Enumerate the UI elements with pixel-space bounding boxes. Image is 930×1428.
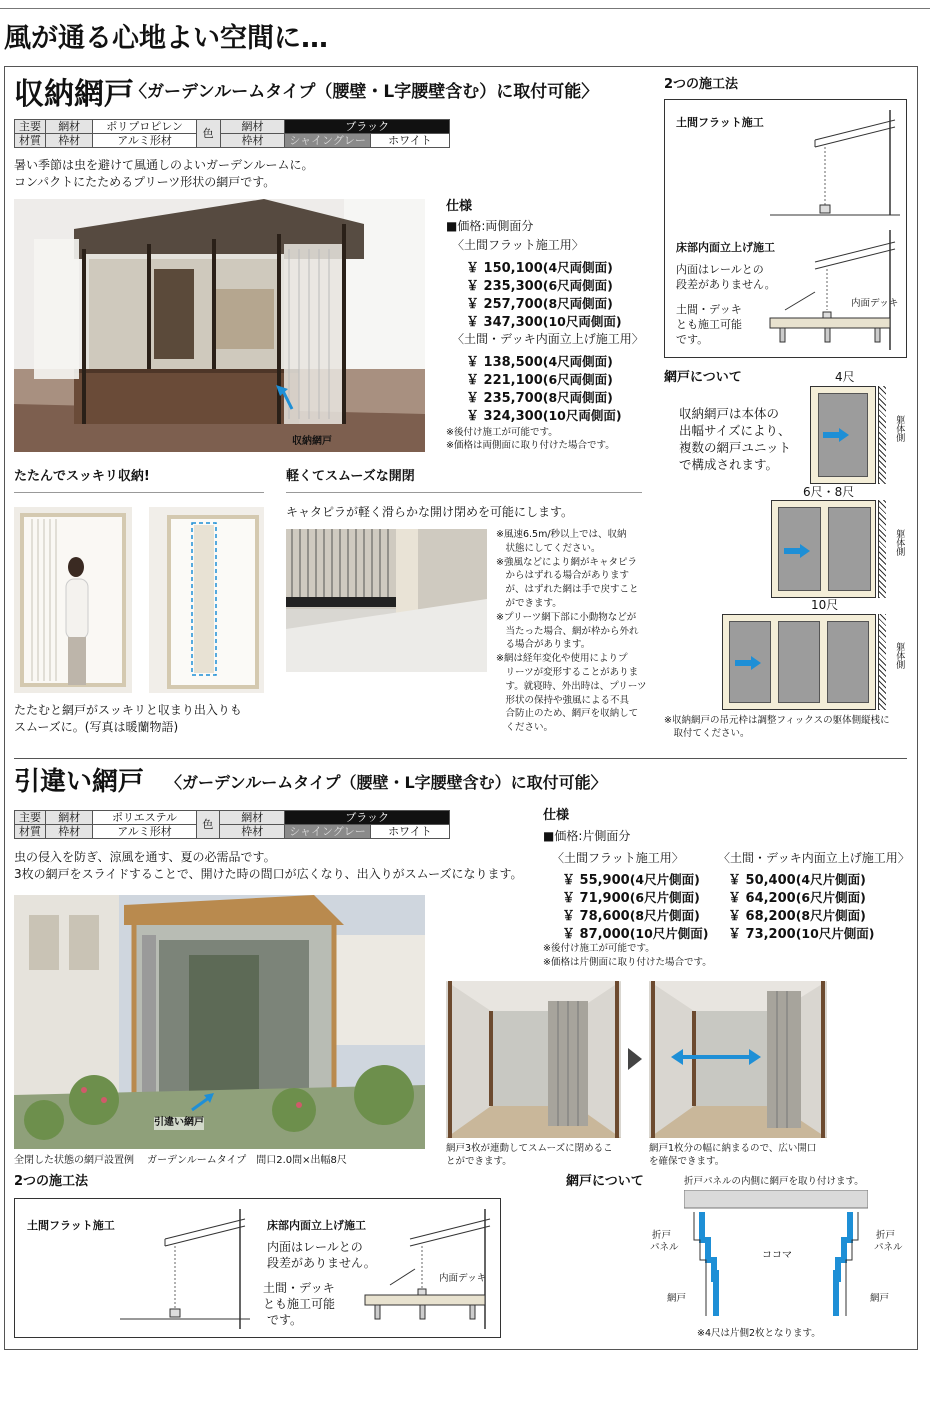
method-raise-text-2: 段差がありません。 xyxy=(267,1256,376,1270)
spec-label: 主要 xyxy=(15,120,46,134)
s2-price-group2-title: 〈土間・デッキ内面立上げ施工用〉 xyxy=(718,851,910,865)
s2-photo-label: 引違い網戸 xyxy=(154,1117,204,1128)
price-size: (4尺片側面) xyxy=(629,872,700,887)
price-row xyxy=(466,387,613,406)
next-arrow-icon xyxy=(628,1048,642,1074)
unit-68 xyxy=(771,500,876,598)
method-flat-label: 土間フラット施工 xyxy=(27,1219,115,1232)
price-size: (6尺片側面) xyxy=(629,890,700,905)
divider xyxy=(14,492,264,493)
s2-seq-caption-1a: 網戸3枚が連動してスムーズに閉めるこ xyxy=(446,1143,613,1154)
s2-seq-photo-1 xyxy=(446,981,621,1138)
price-row xyxy=(466,351,613,370)
method-flat-label: 土間フラット施工 xyxy=(676,116,764,129)
price-row xyxy=(562,869,700,888)
s1-fold-caption-1: たたむと網戸がスッキリと収まり出入りも xyxy=(14,703,242,717)
price-row xyxy=(562,905,700,924)
method-raise-text-2: 段差がありません。 xyxy=(676,278,776,291)
arrow-icon xyxy=(784,543,812,562)
s1-price-group2-title: 〈土間・デッキ内面立上げ施工用〉 xyxy=(452,332,644,346)
unit-10 xyxy=(722,614,876,710)
smooth-note-line: 合防止のため、網戸を収納して xyxy=(496,708,639,720)
price-size: (10尺両側面) xyxy=(542,408,622,423)
s2-about-screen-right: 網戸 xyxy=(870,1293,890,1304)
wall-label: 躯体側 xyxy=(894,529,905,556)
price-row xyxy=(562,923,709,942)
arrow-icon xyxy=(735,655,763,674)
method-deck-text-3: です。 xyxy=(676,333,709,346)
s2-seq-caption-2a: 網戸1枚分の幅に納まるので、広い開口 xyxy=(649,1143,817,1154)
price-size: (4尺両側面) xyxy=(542,354,613,369)
wall-hatch xyxy=(878,386,886,484)
spec-cell: 枠材 xyxy=(220,134,285,148)
smooth-note-line: ください。 xyxy=(496,722,554,734)
spec-cell: ポリプロピレン xyxy=(93,120,196,134)
method-raise-text-1: 内面はレールとの xyxy=(267,1240,363,1254)
price-size: (4尺両側面) xyxy=(542,260,613,275)
spec-cell: アルミ形材 xyxy=(93,825,196,839)
s1-photo-label: 収納網戸 xyxy=(292,436,332,447)
s1-intro-2: コンパクトにたためるプリーツ形状の網戸です。 xyxy=(14,175,276,189)
smooth-note-line: ※網は経年変化や使用によりプ xyxy=(496,653,628,665)
price-row xyxy=(466,275,613,294)
spec-cell: 枠材 xyxy=(46,134,93,148)
smooth-note-line: からはずれる場合があります xyxy=(496,570,630,582)
section-divider xyxy=(14,758,907,759)
s2-price-title: 仕様 xyxy=(543,808,570,823)
spec-color-black: ブラック xyxy=(285,811,450,825)
s1-intro-1: 暑い季節は虫を避けて風通しのよいガーデンルームに。 xyxy=(14,158,314,172)
s2-about-top: 折戸パネルの内側に網戸を取り付けます。 xyxy=(684,1176,864,1187)
spec-color-white: ホワイト xyxy=(370,825,449,839)
price-value: ￥ 55,900 xyxy=(562,873,630,888)
method-deck-text-1: 土間・デッキ xyxy=(676,303,742,316)
price-value: ￥ 324,300 xyxy=(466,409,543,424)
spec-label: 材質 xyxy=(15,134,46,148)
s1-about-note-1: ※収納網戸の吊元枠は調整フィックスの躯体側縦桟に xyxy=(664,715,890,726)
s2-about-title: 網戸について xyxy=(566,1174,644,1189)
smooth-note-line: 当たった場合、網が枠から外れ xyxy=(496,625,639,637)
spec-color-black: ブラック xyxy=(285,120,450,134)
spec-color-label: 色 xyxy=(196,120,220,148)
s2-methods-title: 2つの施工法 xyxy=(14,1174,89,1189)
spec-color-gray: シャイングレー xyxy=(285,134,371,148)
wall-hatch xyxy=(878,500,886,598)
s2-about-diagram xyxy=(684,1190,868,1324)
s1-about-note-2: 取付てください。 xyxy=(664,728,750,739)
spec-color-white: ホワイト xyxy=(370,134,449,148)
price-row xyxy=(466,257,613,276)
s2-about-screen-left: 網戸 xyxy=(667,1293,687,1304)
s2-price-note-2: ※価格は片側面に取り付けた場合です。 xyxy=(543,957,712,968)
size-10-label: 10尺 xyxy=(811,598,839,612)
method-raise-text-1: 内面はレールとの xyxy=(676,263,764,276)
s1-price-group1-title: 〈土間フラット施工用〉 xyxy=(452,238,584,252)
price-row xyxy=(562,887,700,906)
s2-photo-caption: 全閉した状態の網戸設置例 ガーデンルームタイプ 間口2.0間×出幅8尺 xyxy=(14,1155,347,1166)
spec-cell: 網材 xyxy=(220,811,285,825)
s1-price-note-2: ※価格は両側面に取り付けた場合です。 xyxy=(446,440,615,451)
wall-label: 躯体側 xyxy=(894,415,905,442)
s1-methods-diagram xyxy=(664,99,907,358)
method-deck-text-2: とも施工可能 xyxy=(676,318,742,331)
s1-fold-photo-1 xyxy=(14,507,132,693)
s2-about-left-2: パネル xyxy=(650,1242,679,1253)
smooth-note-line: が、はずれた網は手で戻すこと xyxy=(496,584,639,596)
spec-cell: 網材 xyxy=(46,811,93,825)
price-size: (8尺両側面) xyxy=(542,390,613,405)
s1-price-note-1: ※後付け施工が可能です。 xyxy=(446,427,558,438)
price-value: ￥ 87,000 xyxy=(562,927,630,942)
smooth-note-line: ※強風などにより網がキャタピラ xyxy=(496,556,637,568)
size-4-label: 4尺 xyxy=(835,370,855,384)
s1-smooth-title: 軽くてスムーズな開閉 xyxy=(286,469,415,484)
price-value: ￥ 68,200 xyxy=(728,909,796,924)
s1-about-title: 網戸について xyxy=(664,370,742,385)
spec-cell: 枠材 xyxy=(220,825,285,839)
s2-about-note: ※4尺は片側2枚となります。 xyxy=(697,1328,821,1339)
spec-cell: 網材 xyxy=(46,120,93,134)
s1-smooth-photo xyxy=(286,529,487,672)
divider xyxy=(286,492,642,493)
s2-about-right-1: 折戸 xyxy=(876,1230,896,1241)
s2-seq-caption-2b: を確保できます。 xyxy=(649,1156,725,1167)
price-value: ￥ 50,400 xyxy=(728,873,796,888)
s1-main-photo xyxy=(14,199,425,452)
price-size: (10尺片側面) xyxy=(795,926,875,941)
s2-intro-2: 3枚の網戸をスライドすることで、開けた時の間口が広くなり、出入りがスムーズになります。 xyxy=(14,867,523,881)
smooth-note-line: す。就寝時、外出時は、プリーツ xyxy=(496,680,647,692)
price-row xyxy=(728,887,866,906)
price-value: ￥ 235,300 xyxy=(466,279,543,294)
price-value: ￥ 73,200 xyxy=(728,927,796,942)
s2-intro-1: 虫の侵入を防ぎ、涼風を通す、夏の必需品です。 xyxy=(14,850,276,864)
smooth-note-line: る場合があります。 xyxy=(496,639,591,651)
price-value: ￥ 235,700 xyxy=(466,391,543,406)
s1-fold-photo-2 xyxy=(149,507,264,693)
price-size: (8尺片側面) xyxy=(629,908,700,923)
s2-about-right-2: パネル xyxy=(874,1242,903,1253)
price-value: ￥ 221,100 xyxy=(466,373,543,388)
price-value: ￥ 138,500 xyxy=(466,355,543,370)
price-row xyxy=(466,369,613,388)
s1-price-basis: ■価格:両側面分 xyxy=(446,219,534,233)
s1-about-text-1: 収納網戸は本体の xyxy=(679,406,780,421)
price-row xyxy=(466,293,613,312)
price-value: ￥ 64,200 xyxy=(728,891,796,906)
wall-hatch xyxy=(878,614,886,710)
s1-subtitle: 〈ガーデンルームタイプ（腰壁・L字腰壁含む）に取付可能〉 xyxy=(130,82,599,102)
spec-color-label: 色 xyxy=(196,811,220,839)
price-row xyxy=(728,923,875,942)
spec-cell: ポリエステル xyxy=(93,811,196,825)
s2-seq-caption-1b: とができます。 xyxy=(446,1156,512,1167)
smooth-note-line: ができます。 xyxy=(496,598,562,609)
price-value: ￥ 347,300 xyxy=(466,315,543,330)
price-row xyxy=(466,311,622,330)
s1-about-text-2: 出幅サイズにより、 xyxy=(679,423,791,438)
s2-seq-photo-2 xyxy=(649,981,827,1138)
s2-price-note-1: ※後付け施工が可能です。 xyxy=(543,943,655,954)
spec-cell: 枠材 xyxy=(46,825,93,839)
method-deck-label: 内面デッキ xyxy=(439,1273,487,1284)
price-size: (6尺片側面) xyxy=(795,890,866,905)
method-deck-label: 内面デッキ xyxy=(851,298,899,309)
price-row xyxy=(728,869,866,888)
s1-fold-caption-2: スムーズに。(写真は暖蘭物語) xyxy=(14,720,179,734)
spec-cell: アルミ形材 xyxy=(93,134,196,148)
method-deck-text-3: です。 xyxy=(267,1313,303,1327)
price-size: (6尺両側面) xyxy=(542,372,613,387)
smooth-note-line: 形状の保持や強風による不具 xyxy=(496,694,630,706)
price-row xyxy=(466,405,622,424)
s2-price-basis: ■価格:片側面分 xyxy=(543,829,631,843)
spec-cell: 網材 xyxy=(220,120,285,134)
spec-label: 主要 xyxy=(15,811,46,825)
s2-price-group1-title: 〈土間フラット施工用〉 xyxy=(552,851,684,865)
price-row xyxy=(728,905,866,924)
price-value: ￥ 257,700 xyxy=(466,297,543,312)
method-deck-text-2: とも施工可能 xyxy=(263,1297,336,1311)
spec-color-gray: シャイングレー xyxy=(285,825,371,839)
s2-about-left-1: 折戸 xyxy=(652,1230,672,1241)
price-size: (10尺片側面) xyxy=(629,926,709,941)
method-raise-label: 床部内面立上げ施工 xyxy=(267,1219,366,1232)
spec-label: 材質 xyxy=(15,825,46,839)
s2-title: 引違い網戸 xyxy=(14,767,145,797)
page-heading: 風が通る心地よい空間に… xyxy=(4,23,328,54)
s1-methods-title: 2つの施工法 xyxy=(664,77,739,92)
arrow-icon xyxy=(823,427,847,437)
smooth-note-line: ※プリーツ網下部に小動物などが xyxy=(496,611,637,623)
price-size: (8尺片側面) xyxy=(795,908,866,923)
wall-label: 躯体側 xyxy=(894,642,905,669)
s1-about-text-4: で構成されます。 xyxy=(679,457,779,472)
s1-price-title: 仕様 xyxy=(446,199,473,214)
s1-fold-title: たたんでスッキリ収納! xyxy=(14,469,150,484)
price-size: (10尺両側面) xyxy=(542,314,622,329)
s2-about-center: ココマ xyxy=(762,1250,792,1261)
price-size: (8尺両側面) xyxy=(542,296,613,311)
s2-subtitle: 〈ガーデンルームタイプ（腰壁・L字腰壁含む）に取付可能〉 xyxy=(166,773,607,792)
price-value: ￥ 71,900 xyxy=(562,891,630,906)
smooth-note-line: リーツが変形することがありま xyxy=(496,667,639,678)
s2-spec-table xyxy=(14,810,450,839)
smooth-note-line: 状態にしてください。 xyxy=(496,542,601,554)
s2-methods-diagram xyxy=(14,1198,501,1338)
size-68-label: 6尺・8尺 xyxy=(803,485,855,499)
s2-main-photo xyxy=(14,895,425,1149)
unit-4 xyxy=(810,386,876,484)
price-value: ￥ 78,600 xyxy=(562,909,630,924)
price-size: (4尺片側面) xyxy=(795,872,866,887)
price-size: (6尺両側面) xyxy=(542,278,613,293)
smooth-note-line: ※風速6.5m/秒以上では、収納 xyxy=(496,529,627,540)
method-raise-label: 床部内面立上げ施工 xyxy=(676,241,775,254)
s1-smooth-text: キャタピラが軽く滑らかな開け閉めを可能にします。 xyxy=(286,505,574,519)
method-deck-text-1: 土間・デッキ xyxy=(263,1281,335,1295)
s1-about-text-3: 複数の網戸ユニット xyxy=(679,440,792,455)
s1-title: 収納網戸 xyxy=(14,77,134,112)
price-value: ￥ 150,100 xyxy=(466,261,543,276)
s1-spec-table xyxy=(14,119,450,148)
